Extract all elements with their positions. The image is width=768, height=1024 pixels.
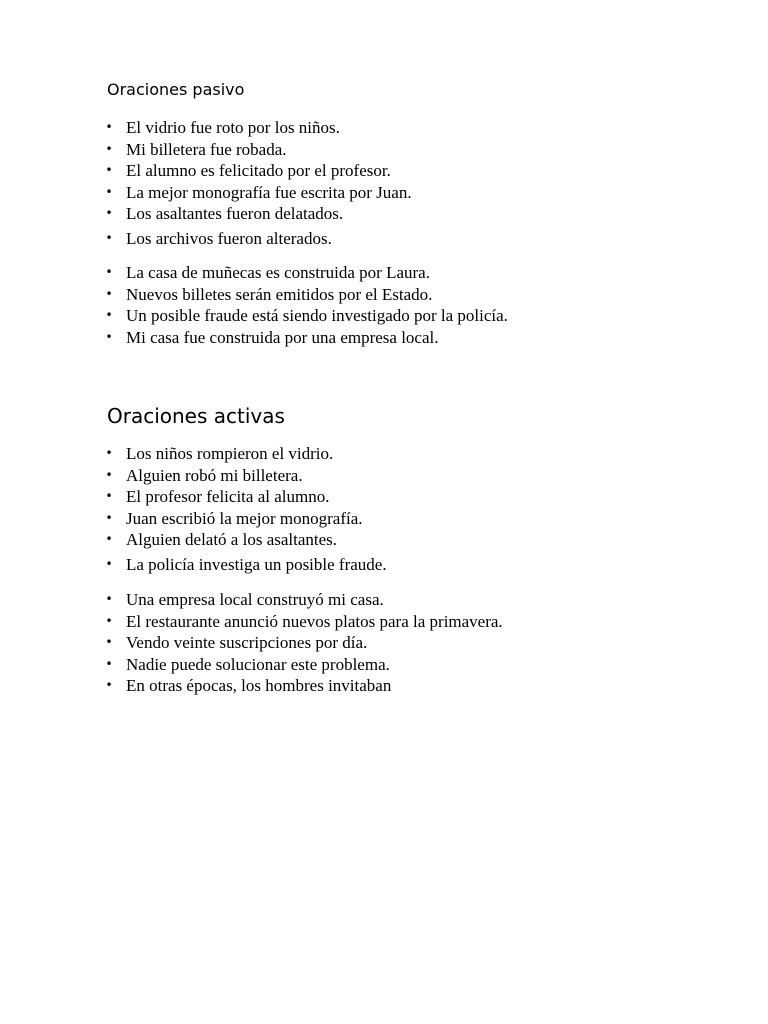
bullet-icon: • [105,656,113,671]
list-item-text: Alguien delató a los asaltantes. [126,530,338,549]
list-item-text: En otras épocas, los hombres invitaban [126,676,392,695]
bullet-icon: • [105,557,113,571]
list-item-text: La policía investiga un posible fraude. [126,555,387,574]
bullet-icon: • [105,308,113,322]
section-heading-activas: Oraciones activas [107,404,285,428]
bullet-icon: • [105,184,113,199]
bullet-icon: • [105,467,113,482]
bullet-icon: • [105,635,113,649]
list-item-text: Vendo veinte suscripciones por día. [126,633,368,652]
bullet-icon: • [105,120,113,134]
bullet-icon: • [105,532,113,546]
list-item-text: El alumno es felicitado por el profesor. [126,161,391,180]
bullet-icon: • [105,446,113,460]
bullet-icon: • [105,141,113,156]
list-item-text: Nadie puede solucionar este problema. [126,654,390,674]
list-item-text: Los niños rompieron el vidrio. [126,444,334,463]
list-item-text: La mejor monografía fue escrita por Juan. [126,182,412,202]
list-item-text: Los asaltantes fueron delatados. [126,204,344,223]
bullet-icon: • [105,329,113,344]
list-item-text: La casa de muñecas es construida por Laura. [126,263,430,282]
bullet-icon: • [105,206,113,220]
bullet-icon: • [105,163,113,177]
list-item-text: Los archivos fueron alterados. [126,229,332,248]
bullet-icon: • [105,286,113,301]
list-item-text: Una empresa local construyó mi casa. [126,590,384,609]
bullet-icon: • [105,510,113,525]
list-item-text: Mi billetera fue robada. [126,139,287,159]
bullet-icon: • [105,592,113,606]
list-item-text: Nuevos billetes serán emitidos por el Estado. [126,284,433,304]
bullet-icon: • [105,489,113,503]
list-item-text: Mi casa fue construida por una empresa local. [126,327,439,347]
list-item-text: Alguien robó mi billetera. [126,465,303,485]
bullet-icon: • [105,231,113,245]
list-item-text: El vidrio fue roto por los niños. [126,118,340,137]
list-item-text: Un posible fraude está siendo investigado por la policía. [126,306,508,325]
list-item-text: El restaurante anunció nuevos platos para la primavera. [126,611,503,631]
bullet-icon: • [105,678,113,692]
bullet-icon: • [105,613,113,628]
list-item-text: El profesor felicita al alumno. [126,487,330,506]
list-item-text: Juan escribió la mejor monografía. [126,508,363,528]
section-heading-pasivo: Oraciones pasivo [107,80,245,99]
bullet-icon: • [105,265,113,279]
